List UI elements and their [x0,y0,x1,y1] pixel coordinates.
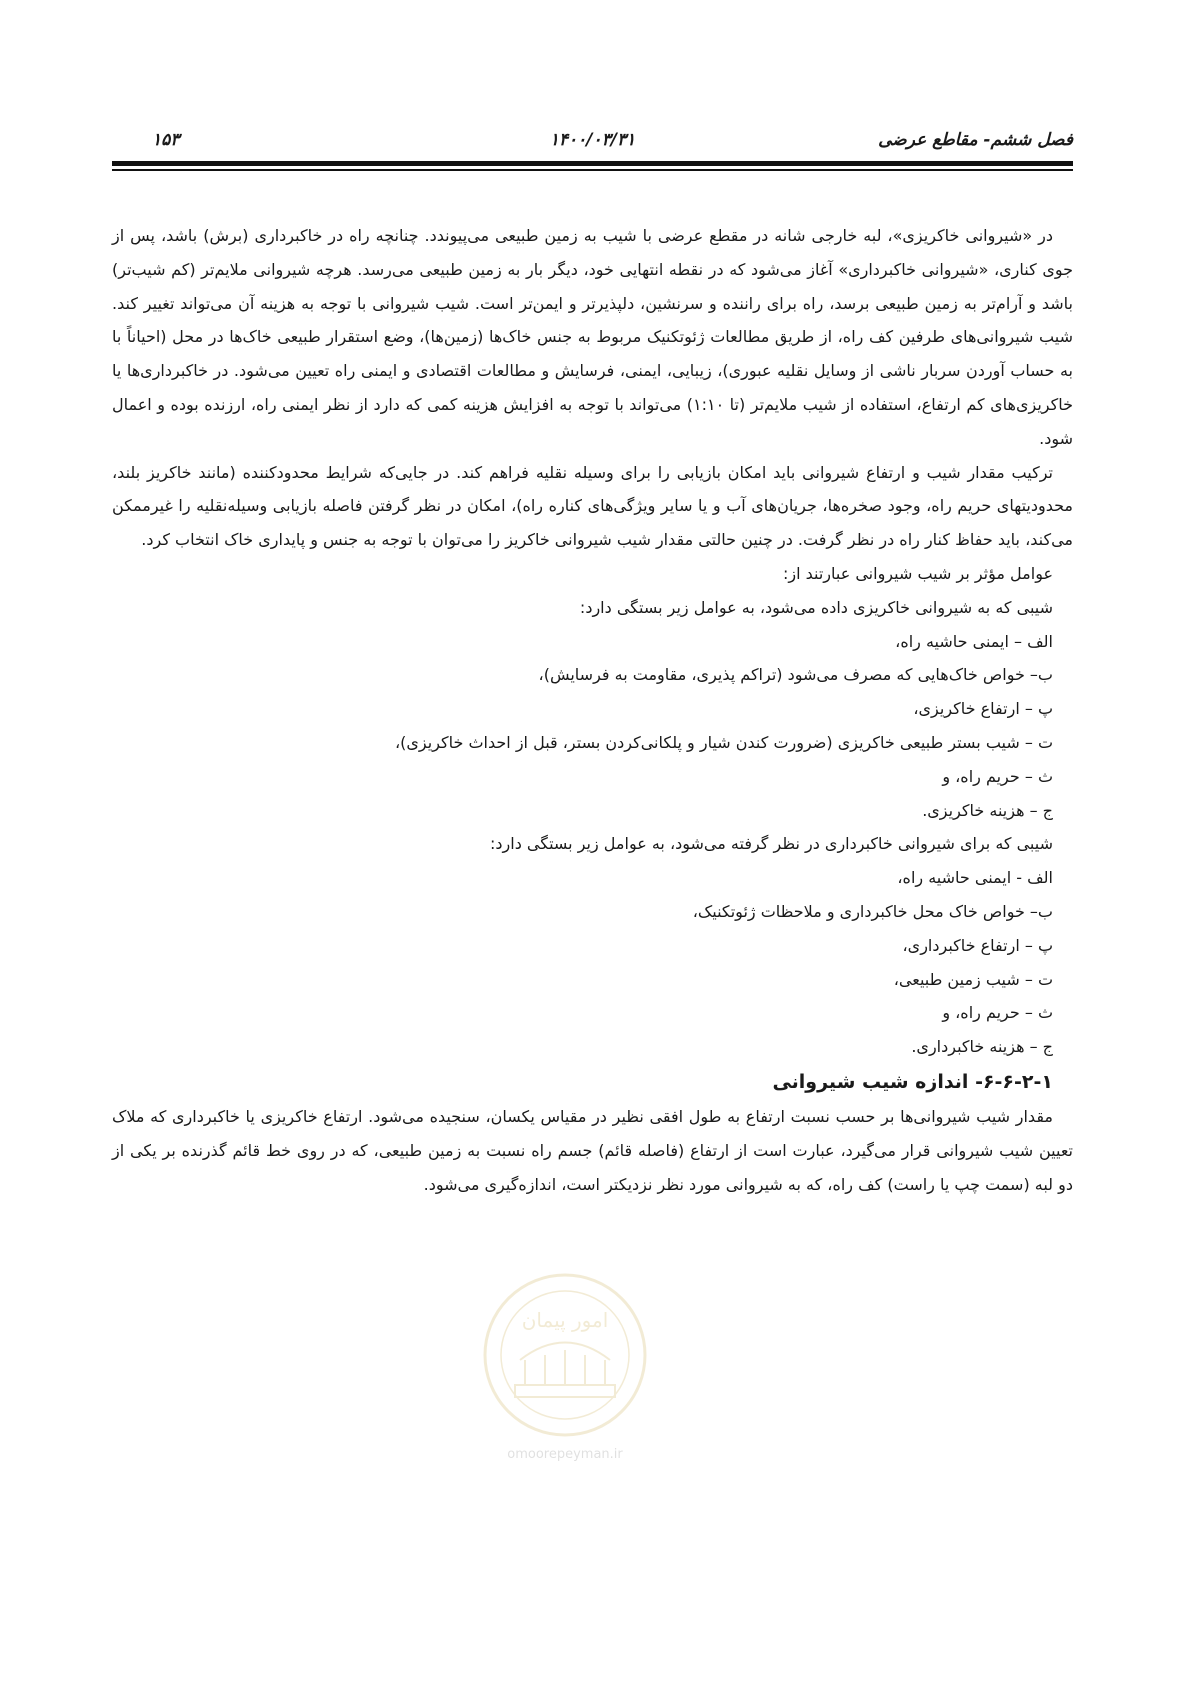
document-body [112,219,1073,1201]
list-item: ت – شیب زمین طبیعی، [893,969,1053,989]
header-rule-thin [112,169,1073,171]
list-item: ج – هزینه خاکبرداری. [911,1037,1053,1057]
paragraph: ترکیب مقدار شیب و ارتفاع شیروانی باید امکان بازیابی را برای وسیله نقلیه فراهم کند. در جایی‌که شرایط محدودکننده (مانند خاکریز بلند، محدودیتهای حریم راه، وجود صخره‌ها، جریان‌های آب و یا سایر ویژگی‌های کناره راه)، امکان در نظر گرفتن فاصله بازیابی وسیله‌نقلیه را غیرممکن می‌کند، باید حفاظ کنار راه در نظر گرفت. در چنین حالتی مقدار شیب شیروانی خاکریز را می‌توان با توجه به جنس و پایداری خاک انتخاب کرد. [112,462,1073,550]
fill-slope-intro: شیبی که به شیروانی خاکریزی داده می‌شود، به عوامل زیر بستگی دارد: [579,597,1053,617]
page-number: ۱۵۳ [152,130,180,150]
list-item: الف - ایمنی حاشیه راه، [897,868,1053,888]
list-item: ث – حریم راه، و [942,766,1053,786]
list-item: پ – ارتفاع خاکریزی، [913,699,1053,719]
section-heading: ۶-۶-۲-۱- اندازه شیب شیروانی [772,1070,1053,1093]
watermark-logo [470,1265,660,1475]
list-item: ب– خواص خاک‌هایی که مصرف می‌شود (تراکم پذیری، مقاومت به فرسایش)، [538,665,1053,685]
page-header [112,126,1073,156]
list-item: ب– خواص خاک محل خاکبرداری و ملاحظات ژئوتکنیک، [692,901,1053,921]
watermark-url: omoorepeyman.ir [507,1447,623,1462]
watermark-seal-icon [470,1265,660,1445]
paragraph: در «شیروانی خاکریزی»، لبه خارجی شانه در مقطع عرضی با شیب به زمین طبیعی می‌پیوندد. چنانچه راه در خاکبرداری (برش) باشد، پس از جوی کناری، «شیروانی خاکبرداری» آغاز می‌شود که در نقطه انتهایی خود، دیگر بار به زمین طبیعی می‌رسد. هرچه شیروانی ملایم‌تر (کم شیب‌تر) باشد و آرام‌تر به زمین طبیعی برسد، راه برای راننده و سرنشین، دلپذیرتر و ایمن‌تر است. شیب شیروانی با توجه به هزینه آن می‌تواند تغییر کند. شیب شیروانی‌های طرفین کف راه، از طریق مطالعات ژئوتکنیک مربوط به جنس خاک‌ها (زمین‌ها)، وضع استقرار طبیعی خاک‌ها در محل (احیاناً با به حساب آوردن سربار ناشی از وسایل نقلیه عبوری)، زیبایی، ایمنی، فرسایش و مطالعات اقتصادی و ایمنی راه تعیین می‌شود. در خاکبرداری‌ها یا خاکریزی‌های کم ارتفاع، استفاده از شیب ملایم‌تر (تا ۱:۱۰) می‌تواند با توجه به افزایش هزینه کمی که دارد از نظر ایمنی راه، ارزنده بوده و اعمال شود. [112,226,1073,448]
list-item: پ – ارتفاع خاکبرداری، [902,935,1053,955]
list-item: ت – شیب بستر طبیعی خاکریزی (ضرورت کندن شیار و پلکانی‌کردن بستر، قبل از احداث خاکریزی)، [394,732,1053,752]
chapter-title: فصل ششم- مقاطع عرضی [878,130,1073,150]
list-item: ث – حریم راه، و [942,1003,1053,1023]
watermark-brand: امور پیمان [521,1308,609,1332]
list-item: ج – هزینه خاکریزی. [922,800,1053,820]
cut-slope-intro: شیبی که برای شیروانی خاکبرداری در نظر گرفته می‌شود، به عوامل زیر بستگی دارد: [490,834,1053,854]
factors-intro: عوامل مؤثر بر شیب شیروانی عبارتند از: [782,563,1053,583]
section-paragraph: مقدار شیب شیروانی‌ها بر حسب نسبت ارتفاع به طول افقی نظیر در مقیاس یکسان، سنجیده می‌شود. ارتفاع خاکریزی یا خاکبرداری که ملاک تعیین شیب شیروانی قرار می‌گیرد، عبارت است از ارتفاع (فاصله قائم) جسم راه نسبت به زمین طبیعی، که در روی خط قائم گذرنده بر یکی از دو لبه (سمت چپ یا راست) کف راه، که به شیروانی مورد نظر نزدیکتر است، اندازه‌گیری می‌شود. [112,1106,1073,1194]
header-date: ۱۴۰۰/۰۳/۳۱ [549,130,636,150]
list-item: الف – ایمنی حاشیه راه، [895,631,1053,651]
header-rule-thick [112,161,1073,166]
